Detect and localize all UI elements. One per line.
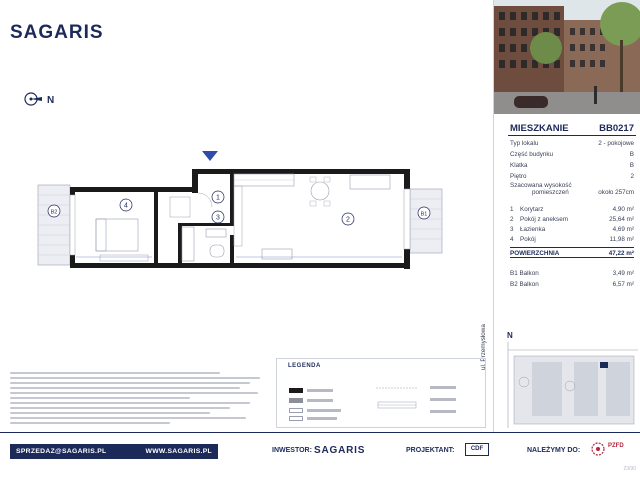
email-link[interactable]: SPRZEDAZ@SAGARIS.PL [16, 448, 107, 455]
apartment-title: MIESZKANIE [510, 123, 569, 134]
room-row-2: 2 Pokój z aneksem 25,64 m² [510, 216, 634, 223]
room-row-1: 1 Korytarz 4,90 m² [510, 206, 634, 213]
legend-text [430, 398, 456, 401]
room-number-4: 4 [124, 202, 128, 210]
legend-symbols [372, 384, 422, 414]
room-row-4: 4 Pokój 11,98 m² [510, 236, 634, 243]
investor-logo: SAGARIS [314, 445, 366, 456]
info-row-height: Szacowana wysokość [510, 182, 572, 189]
footer-divider [0, 432, 640, 433]
investor-label: INWESTOR: [272, 447, 312, 454]
info-row-building-part: Część budynku B [510, 151, 634, 158]
legend-text [307, 399, 333, 402]
room-number-1: 1 [216, 194, 220, 202]
legend-swatch-window [289, 408, 303, 413]
legend-text [430, 410, 456, 413]
legend-text [430, 386, 456, 389]
street-label-side: ul. Przemysłowa [480, 324, 487, 370]
balcony-row-b1: B1 Balkon 3,49 m² [510, 270, 634, 277]
legend-swatch-wall [289, 388, 303, 393]
compass-north-label: N [47, 95, 55, 106]
legend-swatch-other [289, 416, 303, 421]
info-row-floor: Piętro 2 [510, 173, 634, 180]
info-row-height-2: pomieszczeń około 257cm [532, 189, 634, 196]
apartment-code: BB0217 [599, 123, 634, 134]
compass-icon [24, 92, 46, 106]
legend-swatch-partition [289, 398, 303, 403]
page-number: 23/90 [623, 466, 636, 472]
legend-text [307, 389, 333, 392]
designer-logo: CDF [465, 443, 489, 456]
balcony-b1-label: B1 [420, 211, 428, 218]
legal-notes [10, 372, 268, 432]
legend-text [307, 409, 341, 412]
location-map [502, 342, 638, 428]
balcony-b2-label: B2 [50, 209, 58, 216]
apartment-info-panel [480, 0, 640, 432]
floor-plan [30, 145, 450, 275]
member-logo-text: PZFD [608, 443, 624, 449]
building-photo [494, 0, 640, 114]
room-number-2: 2 [346, 216, 350, 224]
contact-bar [10, 444, 218, 459]
info-row-staircase: Klatka B [510, 162, 634, 169]
designer-label: PROJEKTANT: [406, 447, 455, 454]
divider [508, 135, 636, 136]
sagaris-logo: SAGARIS [10, 22, 104, 43]
total-area-row: POWIERZCHNIA 47,22 m² [510, 247, 634, 258]
website-link[interactable]: WWW.SAGARIS.PL [145, 448, 212, 455]
balcony-row-b2: B2 Balkon 6,57 m² [510, 281, 634, 288]
room-number-3: 3 [216, 214, 220, 222]
info-row-type: Typ lokalu 2 - pokojowe [510, 140, 634, 147]
legend-title: LEGENDA [288, 363, 321, 369]
legend-text [307, 417, 337, 420]
room-row-3: 3 Łazienka 4,69 m² [510, 226, 634, 233]
map-north-label: N [507, 331, 513, 340]
member-label: NALEŻYMY DO: [527, 447, 581, 454]
